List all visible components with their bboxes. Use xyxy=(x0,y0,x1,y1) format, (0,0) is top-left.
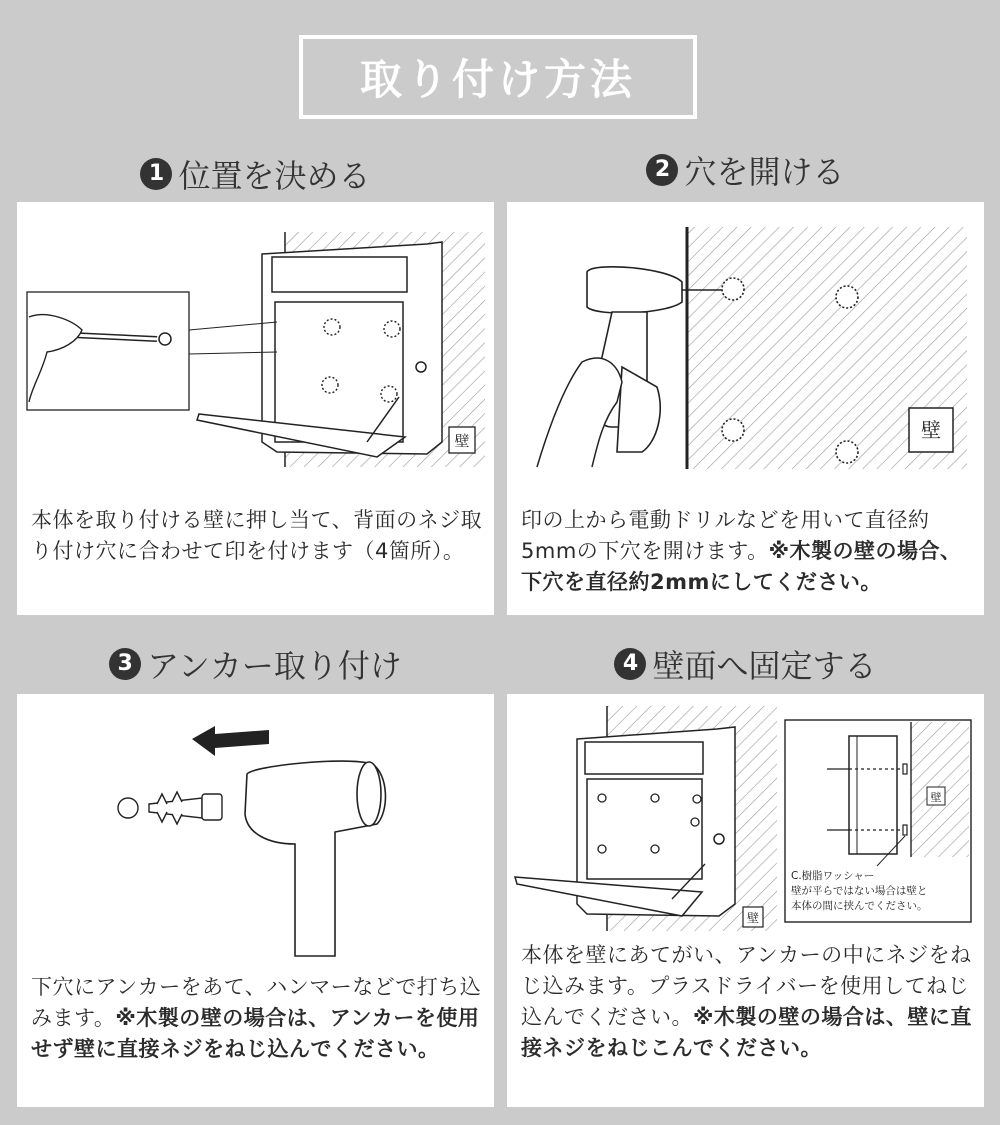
step-4-number-badge: 4 xyxy=(614,648,646,680)
step-3-note: ※木製の壁の場合は、アンカーを使用せず壁に直接ネジをねじ込んでください。 xyxy=(31,1006,480,1061)
step-3-title: アンカー取り付け xyxy=(147,647,402,685)
anchor-icon xyxy=(149,792,222,824)
step-2-panel xyxy=(507,202,984,615)
step-3-description xyxy=(31,972,486,1065)
pilot-hole-icon xyxy=(118,798,138,818)
washer-note-line-1: C.樹脂ワッシャー xyxy=(791,870,875,882)
hammer-icon xyxy=(245,761,385,956)
page-title: 取り付け方法 xyxy=(359,55,636,104)
washer-note-line-3: 本体の間に挟んでください。 xyxy=(791,900,928,912)
step-2-heading xyxy=(507,148,984,192)
step-3-illustration xyxy=(17,694,494,969)
left-arrow-icon xyxy=(192,726,269,756)
step-1-panel xyxy=(17,202,494,615)
step-4-description xyxy=(521,940,976,1064)
hand-icon xyxy=(537,358,622,467)
washer-note-line-2: 壁が平らではない場合は壁と xyxy=(791,885,928,897)
step-2-illustration xyxy=(507,202,984,492)
step-2-title: 穴を開ける xyxy=(684,153,845,191)
step-1-title: 位置を決める xyxy=(178,157,371,195)
step-2-number-badge: 2 xyxy=(646,154,678,186)
step-2-description-text: 印の上から電動ドリルなどを用いて直径約5mmの下穴を開けます。 xyxy=(521,508,930,563)
step-1-illustration xyxy=(17,202,494,492)
step-1-description-text: 本体を取り付ける壁に押し当て、背面のネジ取り付け穴に合わせて印を付けます（4箇所）。 xyxy=(31,508,483,563)
step-4-description-text: 本体を壁にあてがい、アンカーの中にネジをねじ込みます。プラスドライバーを使用してねじ込んでください。 xyxy=(521,943,972,1029)
wall-label: 壁 xyxy=(746,911,760,925)
step-4-illustration xyxy=(507,694,984,939)
step-3-description-text: 下穴にアンカーをあて、ハンマーなどで打ち込みます。 xyxy=(31,975,482,1030)
mailbox-body xyxy=(262,242,442,454)
step-3-panel xyxy=(17,694,494,1107)
step-4-title: 壁面へ固定する xyxy=(652,647,877,685)
mailbox-side-view xyxy=(849,736,897,854)
detail-wall-label: 壁 xyxy=(930,791,942,804)
step-4-panel xyxy=(507,694,984,1107)
page-title-box xyxy=(299,35,697,119)
step-4-note: ※木製の壁の場合は、壁に直接ネジをねじこんでください。 xyxy=(521,1005,972,1060)
wall-label: 壁 xyxy=(454,432,470,450)
wall-label: 壁 xyxy=(921,418,941,442)
step-1-description xyxy=(31,505,486,567)
step-3-number-badge: 3 xyxy=(109,648,141,680)
step-4-heading xyxy=(507,642,984,686)
step-1-heading xyxy=(17,152,494,196)
step-1-number-badge: 1 xyxy=(140,158,172,190)
step-3-heading xyxy=(17,642,494,686)
step-2-note: ※木製の壁の場合、下穴を直径約2mmにしてください。 xyxy=(521,539,962,594)
step-2-description xyxy=(521,505,976,598)
